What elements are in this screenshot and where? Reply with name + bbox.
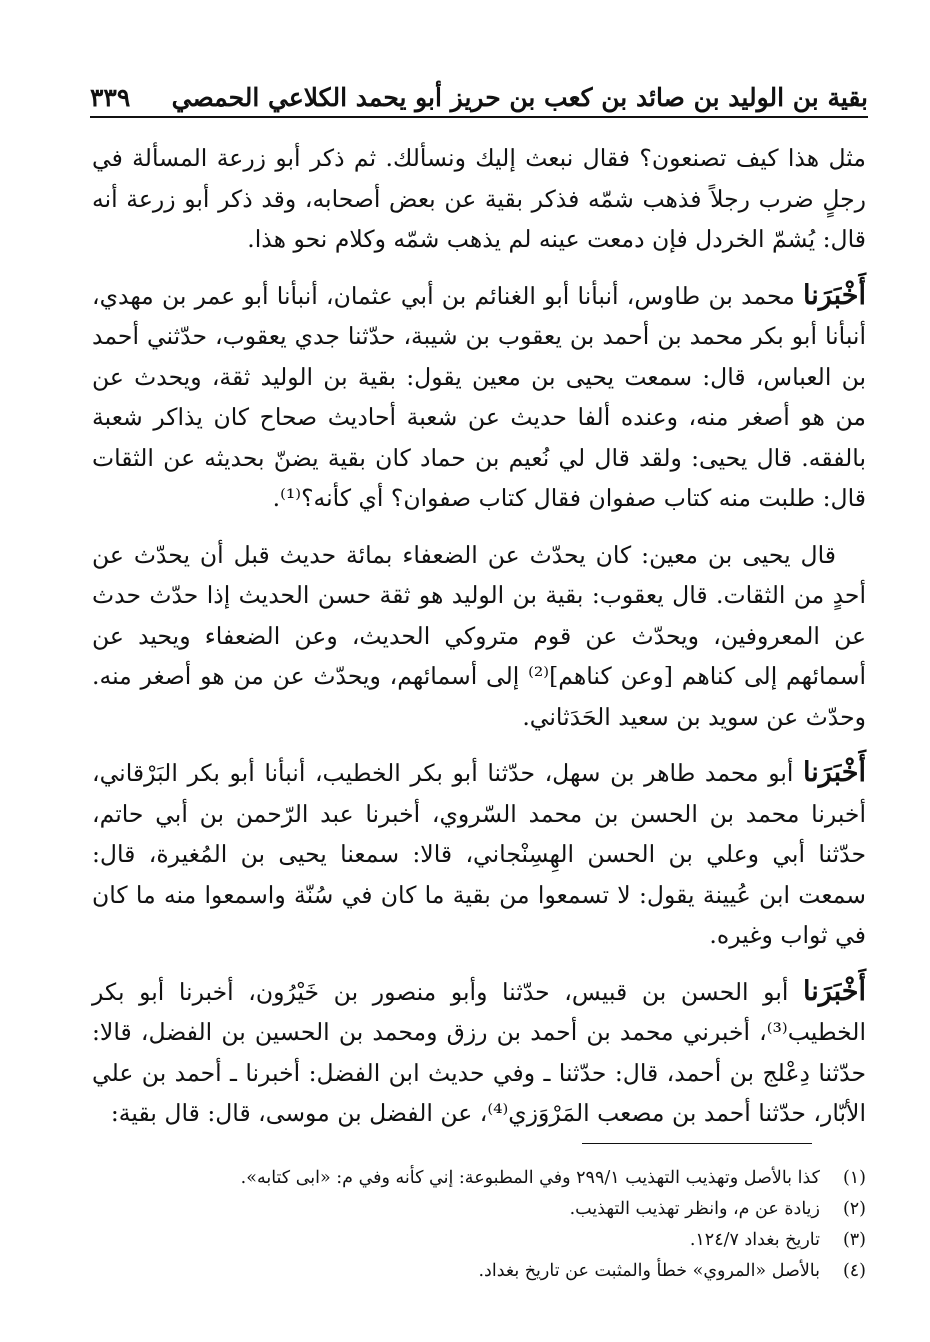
- paragraph: [92, 753, 866, 956]
- footnote-number: (٣): [842, 1230, 866, 1250]
- paragraph-text: أبو الحسن بن قبيس، حدّثنا وأبو منصور بن خَيْرُون، أخبرنا أبو بكر الخطيب⁽³⁾، أخبرني محمد بن أحمد بن رزق ومحمد بن الحسين بن الفضل، قالا: حدّثنا دِعْلج بن أحمد، قال: حدّثنا ـ وفي حديث ابن الفضل: أخبرنا ـ أحمد بن علي الأبّار، حدّثنا أحمد بن مصعب المَرْوَزي⁽⁴⁾، عن الفضل بن موسى، قال: قال بقية:: [92, 977, 866, 1127]
- footnote-text: بالأصل «المروي» خطأ والمثبت عن تاريخ بغداد.: [478, 1261, 820, 1281]
- footnote: [92, 1194, 866, 1225]
- footnote-text: زيادة عن م، وانظر تهذيب التهذيب.: [569, 1199, 820, 1219]
- paragraph-lead-word: أَخْبَرَنا: [803, 975, 866, 1007]
- footnote: [92, 1163, 866, 1194]
- footnote-number: (٢): [842, 1199, 866, 1219]
- paragraph: [92, 535, 866, 738]
- footnote: [92, 1225, 866, 1256]
- main-text: [92, 138, 866, 1150]
- footnote-separator: [582, 1143, 812, 1144]
- footnote-text: كذا بالأصل وتهذيب التهذيب ٢٩٩/١ وفي المطبوعة: إني كأنه وفي م: «ابى كتابه».: [240, 1168, 820, 1188]
- footnote-number: (٤): [842, 1261, 866, 1281]
- paragraph-text: مثل هذا كيف تصنعون؟ فقال نبعث إليك ونسألك. ثم ذكر أبو زرعة المسألة في رجلٍ ضرب رجلاً فذهب شمّه فذكر بقية عن بعض أصحابه، وقد ذكر أبو زرعة أنه قال: يُشمّ الخردل فإن دمعت عينه لم يذهب شمّه وكلام نحو هذا.: [92, 144, 866, 253]
- paragraph: [92, 276, 866, 519]
- paragraph-text: قال يحيى بن معين: كان يحدّث عن الضعفاء بمائة حديث قبل أن يحدّث عن أحدٍ من الثقات. قال يعقوب: بقية بن الوليد هو ثقة حسن الحديث إذا حدّث حدث عن المعروفين، ويحدّث عن قوم متروكي الحديث، وعن الضعفاء ويحيد عن أسمائهم إلى كناهم [وعن كناهم]⁽²⁾ إلى أسمائهم، ويحدّث عن من هو أصغر منه. وحدّث عن سويد بن سعيد الحَدَثاني.: [92, 540, 867, 731]
- footnotes: [92, 1163, 866, 1287]
- header-rule: [90, 116, 868, 118]
- footnote: [92, 1256, 866, 1287]
- running-title: بقية بن الوليد بن صائد بن كعب بن حريز أبو يحمد الكلاعي الحمصي: [171, 83, 868, 112]
- paragraph: [92, 972, 866, 1134]
- footnote-text: تاريخ بغداد ١٢٤/٧.: [689, 1230, 820, 1250]
- paragraph-text: أبو محمد طاهر بن سهل، حدّثنا أبو بكر الخطيب، أنبأنا أبو بكر البَرْقاني، أخبرنا محمد بن الحسن بن محمد السّروي، أخبرنا عبد الرّحمن بن أبي حاتم، حدّثنا أبي وعلي بن الحسن الهِسِنْجاني، قالا: سمعنا يحيى بن المُغيرة، قال: سمعت ابن عُيينة يقول: لا تسمعوا من بقية ما كان في سُنّة واسمعوا منه ما كان في ثواب وغيره.: [92, 759, 866, 949]
- footnote-number: (١): [842, 1168, 866, 1188]
- running-header: [90, 72, 868, 112]
- paragraph-text: محمد بن طاوس، أنبأنا أبو الغنائم بن أبي عثمان، أنبأنا أبو عمر بن مهدي، أنبأنا أبو بكر محمد بن أحمد بن يعقوب بن شيبة، حدّثنا جدي يعقوب، حدّثني أحمد بن العباس، قال: سمعت يحيى بن معين يقول: بقية بن الوليد ثقة، ويحدث عن من هو أصغر منه، وعنده ألفا حديث عن شعبة أحاديث صحاح كان يذاكر شعبة بالفقه. قال يحيى: ولقد قال لي نُعيم بن حماد كان بقية يضنّ بحديثه عن الثقات قال: طلبت منه كتاب صفوان فقال كتاب صفوان؟ أي كأنه؟⁽¹⁾.: [92, 281, 866, 512]
- paragraph-lead-word: أَخْبَرَنا: [803, 279, 866, 311]
- page-number: ٣٣٩: [90, 83, 131, 112]
- paragraph-lead-word: أَخْبَرَنا: [803, 757, 866, 788]
- paragraph: [92, 138, 866, 260]
